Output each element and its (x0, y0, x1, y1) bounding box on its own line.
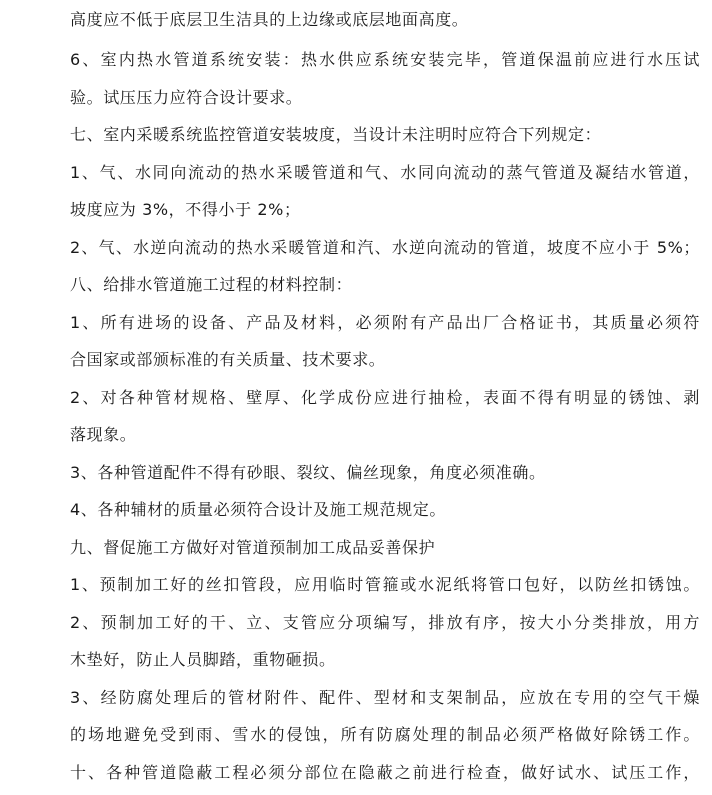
text-line: 验。试压压力应符合设计要求。 (70, 88, 303, 107)
text-line: 3、经防腐处理后的管材附件、配件、型材和支架制品，应放在专用的空气干燥 (70, 688, 700, 707)
section-heading: 十、各种管道隐蔽工程必须分部位在隐蔽之前进行检查，做好试水、试压工作， (70, 763, 700, 782)
text-line: 合国家或部颁标准的有关质量、技术要求。 (70, 350, 386, 369)
text-line: 1、气、水同向流动的热水采暖管道和气、水同向流动的蒸气管道及凝结水管道， (70, 163, 700, 182)
text-line: 1、预制加工好的丝扣管段，应用临时管箍或水泥纸将管口包好，以防丝扣锈蚀。 (70, 575, 700, 594)
text-line: 木垫好，防止人员脚踏，重物砸损。 (70, 650, 336, 669)
text-line: 4、各种辅材的质量必须符合设计及施工规范规定。 (70, 500, 446, 519)
text-line: 坡度应为 3%，不得小于 2%； (70, 200, 301, 219)
text-line: 2、气、水逆向流动的热水采暖管道和汽、水逆向流动的管道，坡度不应小于 5%； (70, 238, 700, 257)
text-line: 2、对各种管材规格、壁厚、化学成份应进行抽检，表面不得有明显的锈蚀、剥 (70, 388, 700, 407)
text-line: 高度应不低于底层卫生洁具的上边缘或底层地面高度。 (70, 10, 469, 29)
text-line: 1、所有进场的设备、产品及材料，必须附有产品出厂合格证书，其质量必须符 (70, 313, 700, 332)
text-line: 的场地避免受到雨、雪水的侵蚀，所有防腐处理的制品必须严格做好除锈工作。 (70, 725, 700, 744)
section-heading: 九、督促施工方做好对管道预制加工成品妥善保护 (70, 538, 436, 557)
text-line: 落现象。 (70, 425, 137, 444)
section-heading: 八、给排水管道施工过程的材料控制： (70, 275, 353, 294)
text-line: 3、各种管道配件不得有砂眼、裂纹、偏丝现象，角度必须准确。 (70, 463, 546, 482)
text-line: 2、预制加工好的干、立、支管应分项编写，排放有序，按大小分类排放，用方 (70, 613, 700, 632)
section-heading: 七、室内采暖系统监控管道安装坡度，当设计未注明时应符合下列规定： (70, 125, 602, 144)
text-line: 6、室内热水管道系统安装：热水供应系统安装完毕，管道保温前应进行水压试 (70, 50, 700, 69)
